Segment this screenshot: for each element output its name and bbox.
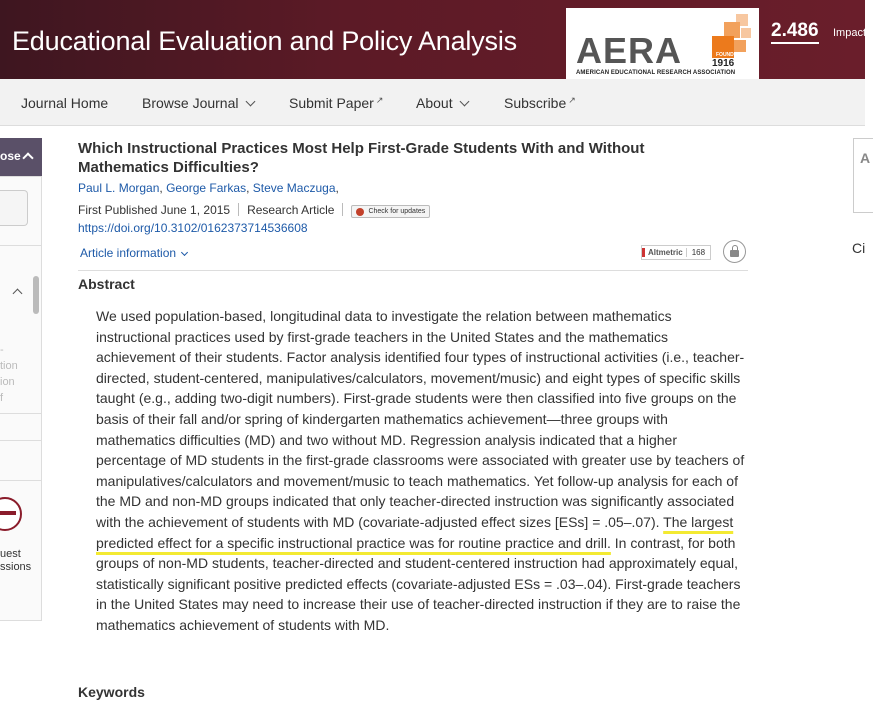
altmetric-score: 168 (686, 248, 710, 257)
article-information-toggle[interactable] (80, 246, 187, 260)
abstract-heading: Abstract (78, 276, 135, 292)
altmetric-badge[interactable] (641, 245, 711, 260)
article-title: Which Instructional Practices Most Help First-Grade Students With and Without Mathematics Difficulties? (78, 140, 645, 176)
nav-about-label: About (416, 95, 453, 111)
check-for-updates-button[interactable]: Check for updates (351, 205, 430, 218)
sidebar-scrollbar[interactable] (33, 276, 39, 314)
sidebar-close-label: ose (0, 149, 21, 163)
sidebar-close-tab[interactable] (0, 138, 42, 176)
sidebar-faint-text: - (0, 344, 4, 356)
article-type: Research Article (247, 203, 335, 217)
aera-founded: FOUNDED (716, 52, 741, 58)
external-link-icon: ↗ (375, 95, 384, 105)
impact-factor-value[interactable]: 2.486 (771, 20, 819, 44)
chevron-down-icon (181, 249, 188, 256)
request-permissions-line-1: uest (0, 548, 21, 560)
right-panel-letter: A (860, 150, 871, 166)
chevron-up-icon (22, 152, 33, 163)
nav-journal-home-label: Journal Home (21, 95, 109, 111)
nav-browse-journal-label: Browse Journal (142, 95, 239, 111)
author-link[interactable]: Paul L. Morgan (78, 181, 160, 195)
article-information-label: Article information (80, 246, 177, 260)
aera-wordmark: AERA (576, 30, 683, 71)
keywords-heading: Keywords (78, 684, 145, 700)
sidebar-faint-text: tion (0, 360, 18, 372)
meta-separator (342, 203, 343, 216)
nav-submit-paper[interactable] (289, 95, 383, 111)
aera-logo[interactable] (566, 8, 759, 79)
section-divider (78, 270, 748, 271)
nav-subscribe[interactable] (504, 95, 576, 111)
nav-journal-home[interactable] (21, 95, 108, 111)
abstract-text (96, 306, 746, 636)
journal-nav (0, 79, 865, 126)
sidebar-divider (0, 413, 42, 414)
access-lock-icon[interactable] (723, 240, 746, 263)
impact-factor-label: Impact (833, 27, 867, 39)
cite-heading: Ci (852, 240, 866, 256)
abstract-text-part: We used population-based, longitudinal data to investigate the relation between mathematics instructional practices used by first-grade teachers in the United States and the mathematics achievement of their students. Factor analysis identified four types of instructional activities (i.e., teacher-directed, student-centered, manipulatives/calculators, movement/music) and eight types of specific skills taught (e.g., adding two-digit numbers). First-grade students were then classified into five groups on the basis of their fall and/or spring of kindergarten mathematics achievement—three groups with mathematics difficulties (MD) and two without MD. Regression analysis indicated that a higher percentage of MD students in the first-grade classrooms were associated with greater use by teachers of manipulatives/calculators and movement/music to teach mathematics. Yet follow-up analysis for each of the MD and non-MD groups indicated that only teacher-directed instruction was significantly associated with the achievement of students with MD (covariate-adjusted effect sizes [ESs] = .05–.07). (96, 308, 745, 530)
aera-year: 1916 (712, 58, 735, 69)
chevron-down-icon (245, 97, 255, 107)
chevron-down-icon (459, 97, 469, 107)
sidebar-input[interactable] (0, 190, 28, 226)
journal-title[interactable]: Educational Evaluation and Policy Analysis (12, 26, 517, 56)
article-meta (78, 203, 430, 218)
sidebar-divider (0, 440, 42, 441)
author-link[interactable]: George Farkas (166, 181, 247, 195)
nav-browse-journal[interactable] (142, 95, 254, 111)
nav-about[interactable] (416, 95, 468, 111)
request-permissions-label[interactable] (0, 548, 31, 574)
altmetric-label: Altmetric (642, 248, 686, 257)
sidebar-divider (0, 245, 42, 246)
abstract-text-part: In contrast, for both groups of non-MD students, teacher-directed and student-centered instruction had approximately equal, statistically significant positive predicted effects (covariate-adjusted ESs = .03–.04). First-grade teachers in the United States may need to increase their use of teacher-directed instruction if they are to raise the mathematics achievement of students with MD. (96, 534, 741, 633)
sidebar-faint-text: f (0, 392, 4, 404)
nav-submit-paper-label: Submit Paper (289, 95, 374, 111)
meta-separator (238, 203, 239, 216)
nav-subscribe-label: Subscribe (504, 95, 567, 111)
abstract-highlighted-sentence: The largest predicted effect for a specific instructional practice was for routine practice and drill. (96, 513, 734, 551)
aera-subtitle: AMERICAN EDUCATIONAL RESEARCH ASSOCIATION (576, 70, 736, 76)
request-permissions-line-2: ssions (0, 561, 32, 573)
published-date: First Published June 1, 2015 (78, 203, 231, 217)
sidebar-faint-text: ion (0, 376, 15, 388)
doi-link[interactable]: https://doi.org/10.3102/0162373714536608 (78, 221, 308, 235)
key-icon (0, 511, 16, 515)
external-link-icon: ↗ (568, 95, 576, 105)
author-list: Paul L. Morgan, George Farkas, Steve Maczuga, (78, 181, 339, 195)
author-link[interactable]: Steve Maczuga (252, 181, 336, 195)
sidebar-divider (0, 480, 42, 481)
journal-header (0, 0, 865, 79)
